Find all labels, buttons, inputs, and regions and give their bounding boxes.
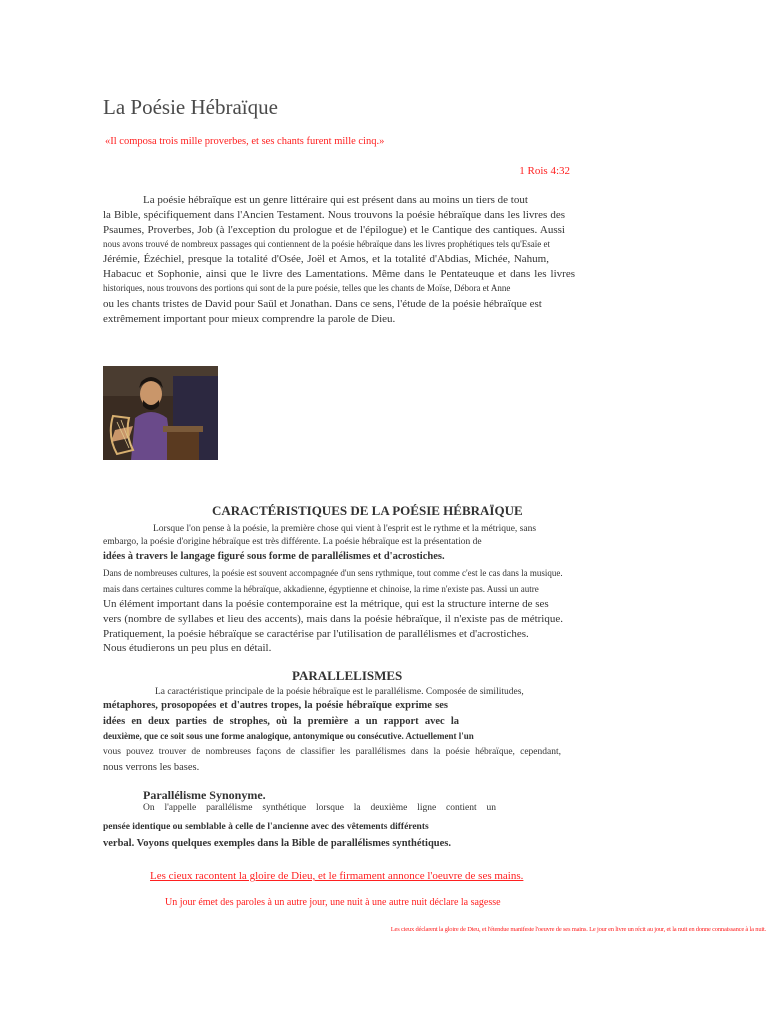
intro-line-6: Habacuc et Sophonie, ainsi que le livre des Lamentations. Même dans le Pentateuque et dans les livres [103, 268, 575, 280]
epigraph-quote: «Il composa trois mille proverbes, et ses chants furent mille cinq.» [105, 136, 385, 147]
example-verse-3: Les cieux déclarent la gloire de Dieu, et l'étendue manifeste l'oeuvre de ses mains. Le jour en livre un récit au jour, et la nuit en donne connaissance à la nuit. [390, 926, 766, 933]
characteristics-line-3: idées à travers le langage figuré sous forme de parallélismes et d'acrostiches. [103, 551, 445, 562]
characteristics-line-6: Un élément important dans la poésie contemporaine est la métrique, qui est la structure interne de ses [103, 598, 549, 610]
section-heading-characteristics: CARACTÉRISTIQUES DE LA POÉSIE HÉBRAÏQUE [212, 503, 523, 518]
characteristics-line-9: Nous étudierons un peu plus en détail. [103, 642, 272, 654]
intro-line-5: Jérémie, Ézéchiel, presque la totalité d'Osée, Joël et Amos, et la totalité d'Abdias, Michée, Nahum, [103, 253, 549, 265]
intro-line-9: extrêmement important pour mieux comprendre la parole de Dieu. [103, 313, 396, 325]
section-heading-parallelisms: PARALLELISMES [292, 668, 403, 683]
synonym-line-3: verbal. Voyons quelques exemples dans la Bible de parallélismes synthétiques. [103, 838, 452, 849]
musician-with-lyre-picture [103, 366, 218, 460]
example-verse-2: Un jour émet des paroles à un autre jour, une nuit à une autre nuit déclare la sagesse [165, 897, 501, 908]
parallelisms-line-3: idées en deux parties de strophes, où la première a un rapport avec la [103, 716, 459, 727]
intro-line-1: La poésie hébraïque est un genre littéraire qui est présent dans au moins un tiers de tout [143, 194, 528, 206]
epigraph-reference: 1 Rois 4:32 [519, 165, 570, 177]
parallelisms-line-6: nous verrons les bases. [103, 762, 200, 773]
intro-line-3: Psaumes, Proverbes, Job (à l'exception du prologue et de l'épilogue) et le Cantique des cantiques. Aussi [103, 224, 565, 236]
synonym-line-2: pensée identique ou semblable à celle de l'ancienne avec des vêtements différents [103, 822, 429, 832]
synonym-line-1: On l'appelle parallélisme synthétique lorsque la deuxième ligne contient un [143, 803, 496, 813]
characteristics-line-1: Lorsque l'on pense à la poésie, la première chose qui vient à l'esprit est le rythme et la métrique, sans [153, 524, 537, 534]
section-heading-synonym-parallelism: Parallélisme Synonyme. [143, 788, 266, 802]
intro-line-8: ou les chants tristes de David pour Saül et Jonathan. Dans ce sens, l'étude de la poésie hébraïque est [103, 298, 542, 310]
parallelisms-line-5: vous pouvez trouver de nombreuses façons de classifier les parallélismes dans la poésie hébraïque, cependant, [103, 747, 561, 757]
example-verse-1: Les cieux racontent la gloire de Dieu, et le firmament annonce l'oeuvre de ses mains. [150, 870, 524, 882]
characteristics-line-2: embargo, la poésie d'origine hébraïque est très différente. La poésie hébraïque est la présentation de [103, 537, 482, 547]
characteristics-line-7: vers (nombre de syllabes et lieu des accents), mais dans la poésie hébraïque, il n'existe pas de métrique. [103, 613, 563, 625]
intro-line-4: nous avons trouvé de nombreux passages qui contiennent de la poésie hébraïque dans les livres prophétiques tels qu'Esaïe et [103, 239, 551, 249]
characteristics-line-8: Pratiquement, la poésie hébraïque se caractérise par l'utilisation de parallélismes et d'acrostiches. [103, 628, 529, 640]
parallelisms-line-4: deuxième, que ce soit sous une forme analogique, antonymique ou consécutive. Actuellement l'un [103, 731, 474, 741]
page-title: La Poésie Hébraïque [103, 95, 278, 119]
intro-line-2: la Bible, spécifiquement dans l'Ancien Testament. Nous trouvons la poésie hébraïque dans les livres des [103, 209, 565, 221]
parallelisms-line-1: La caractéristique principale de la poésie hébraïque est le parallélisme. Composée de similitudes, [155, 687, 524, 697]
characteristics-line-5: mais dans certaines cultures comme la hébraïque, akkadienne, égyptienne et chinoise, la rime n'existe pas. Aussi un autre [103, 584, 539, 594]
parallelisms-line-2: métaphores, prosopopées et d'autres tropes, la poésie hébraïque exprime ses [103, 700, 448, 711]
intro-line-7: historiques, nous trouvons des portions qui sont de la pure poésie, telles que les chants de Moïse, Débora et Anne [103, 283, 511, 293]
characteristics-line-4: Dans de nombreuses cultures, la poésie est souvent accompagnée d'un sens rythmique, tout comme c'est le cas dans la musique. [103, 568, 563, 578]
